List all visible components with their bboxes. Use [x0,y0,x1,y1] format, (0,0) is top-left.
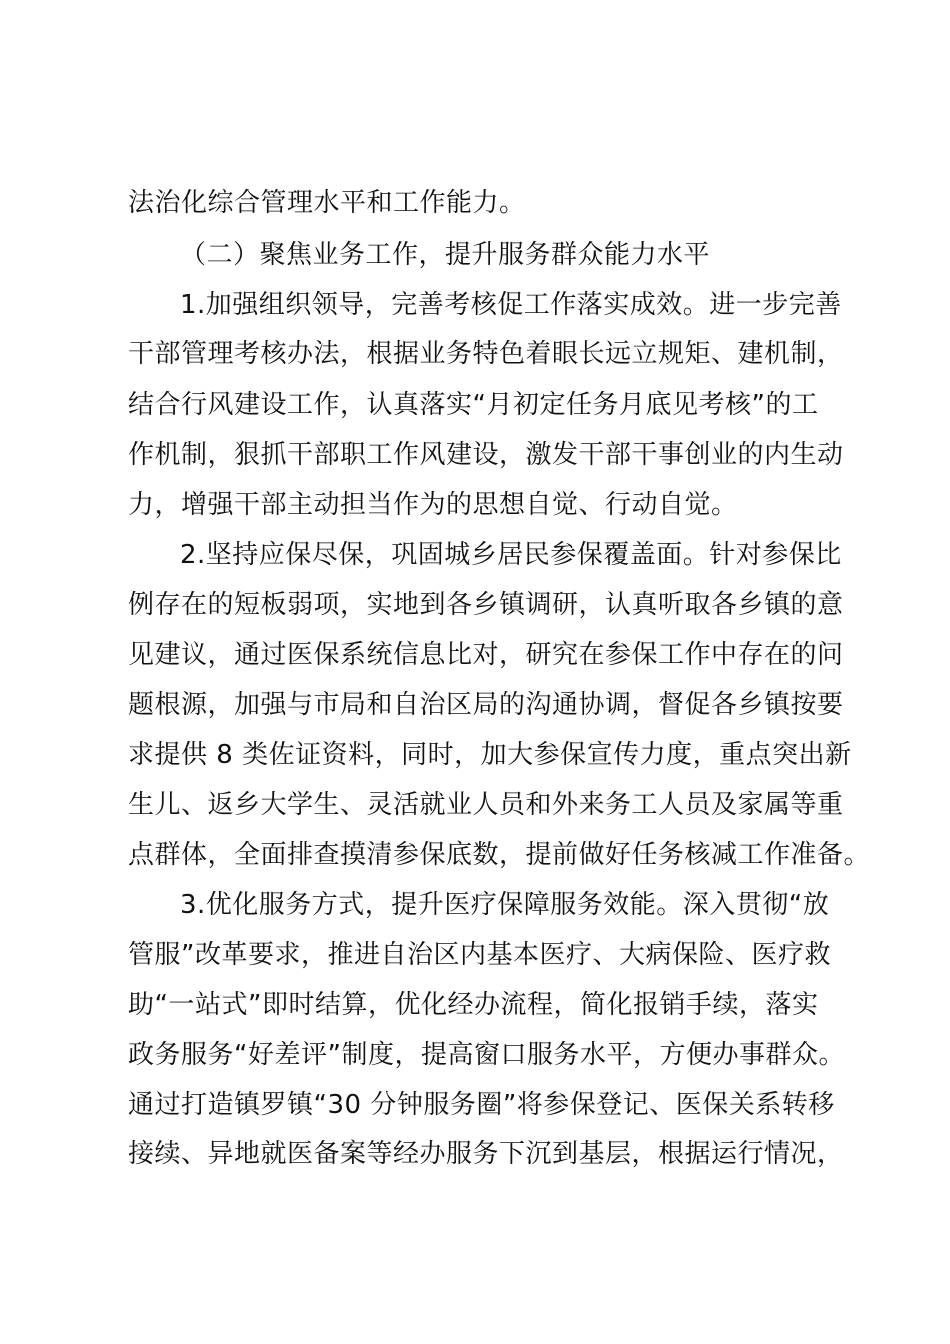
text-line: 干部管理考核办法，根据业务特色着眼长远立规矩、建机制， [128,339,844,369]
text-line: 政务服务“好差评”制度，提高窗口服务水平，方便办事群众。 [128,1040,845,1070]
section-heading: （二）聚焦业务工作，提升服务群众能力水平 [180,240,711,270]
paragraph-first-line: 1.加强组织领导，完善考核促工作落实成效。进一步完善 [180,290,842,320]
text-line: 作机制，狠抓干部职工作风建设，激发干部干事创业的内生动 [128,440,844,470]
paragraph-first-line: 3.优化服务方式，提升医疗保障服务效能。深入贯彻“放 [180,890,830,920]
text-line: 见建议，通过医保系统信息比对，研究在参保工作中存在的问 [128,640,844,670]
text-line: 通过打造镇罗镇“30 分钟服务圈”将参保登记、医保关系转移 [128,1090,835,1120]
paragraph-first-line: 2.坚持应保尽保，巩固城乡居民参保覆盖面。针对参保比 [180,540,842,570]
text-line: 结合行风建设工作，认真落实“月初定任务月底见考核”的工 [128,390,819,420]
text-line: 法治化综合管理水平和工作能力。 [128,188,526,218]
text-line: 接续、异地就医备案等经办服务下沉到基层，根据运行情况， [128,1139,844,1169]
text-line: 求提供 8 类佐证资料，同时，加大参保宣传力度，重点突出新 [128,740,852,770]
text-line: 管服”改革要求，推进自治区内基本医疗、大病保险、医疗救 [128,940,831,970]
text-line: 题根源，加强与市局和自治区局的沟通协调，督促各乡镇按要 [128,690,844,720]
text-line: 力，增强干部主动担当作为的思想自觉、行动自觉。 [128,490,738,520]
text-line: 例存在的短板弱项，实地到各乡镇调研，认真听取各乡镇的意 [128,590,844,620]
text-line: 点群体，全面排查摸清参保底数，提前做好任务核减工作准备。 [128,840,871,870]
text-line: 助“一站式”即时结算，优化经办流程，简化报销手续，落实 [128,990,819,1020]
text-line: 生儿、返乡大学生、灵活就业人员和外来务工人员及家属等重 [128,790,844,820]
